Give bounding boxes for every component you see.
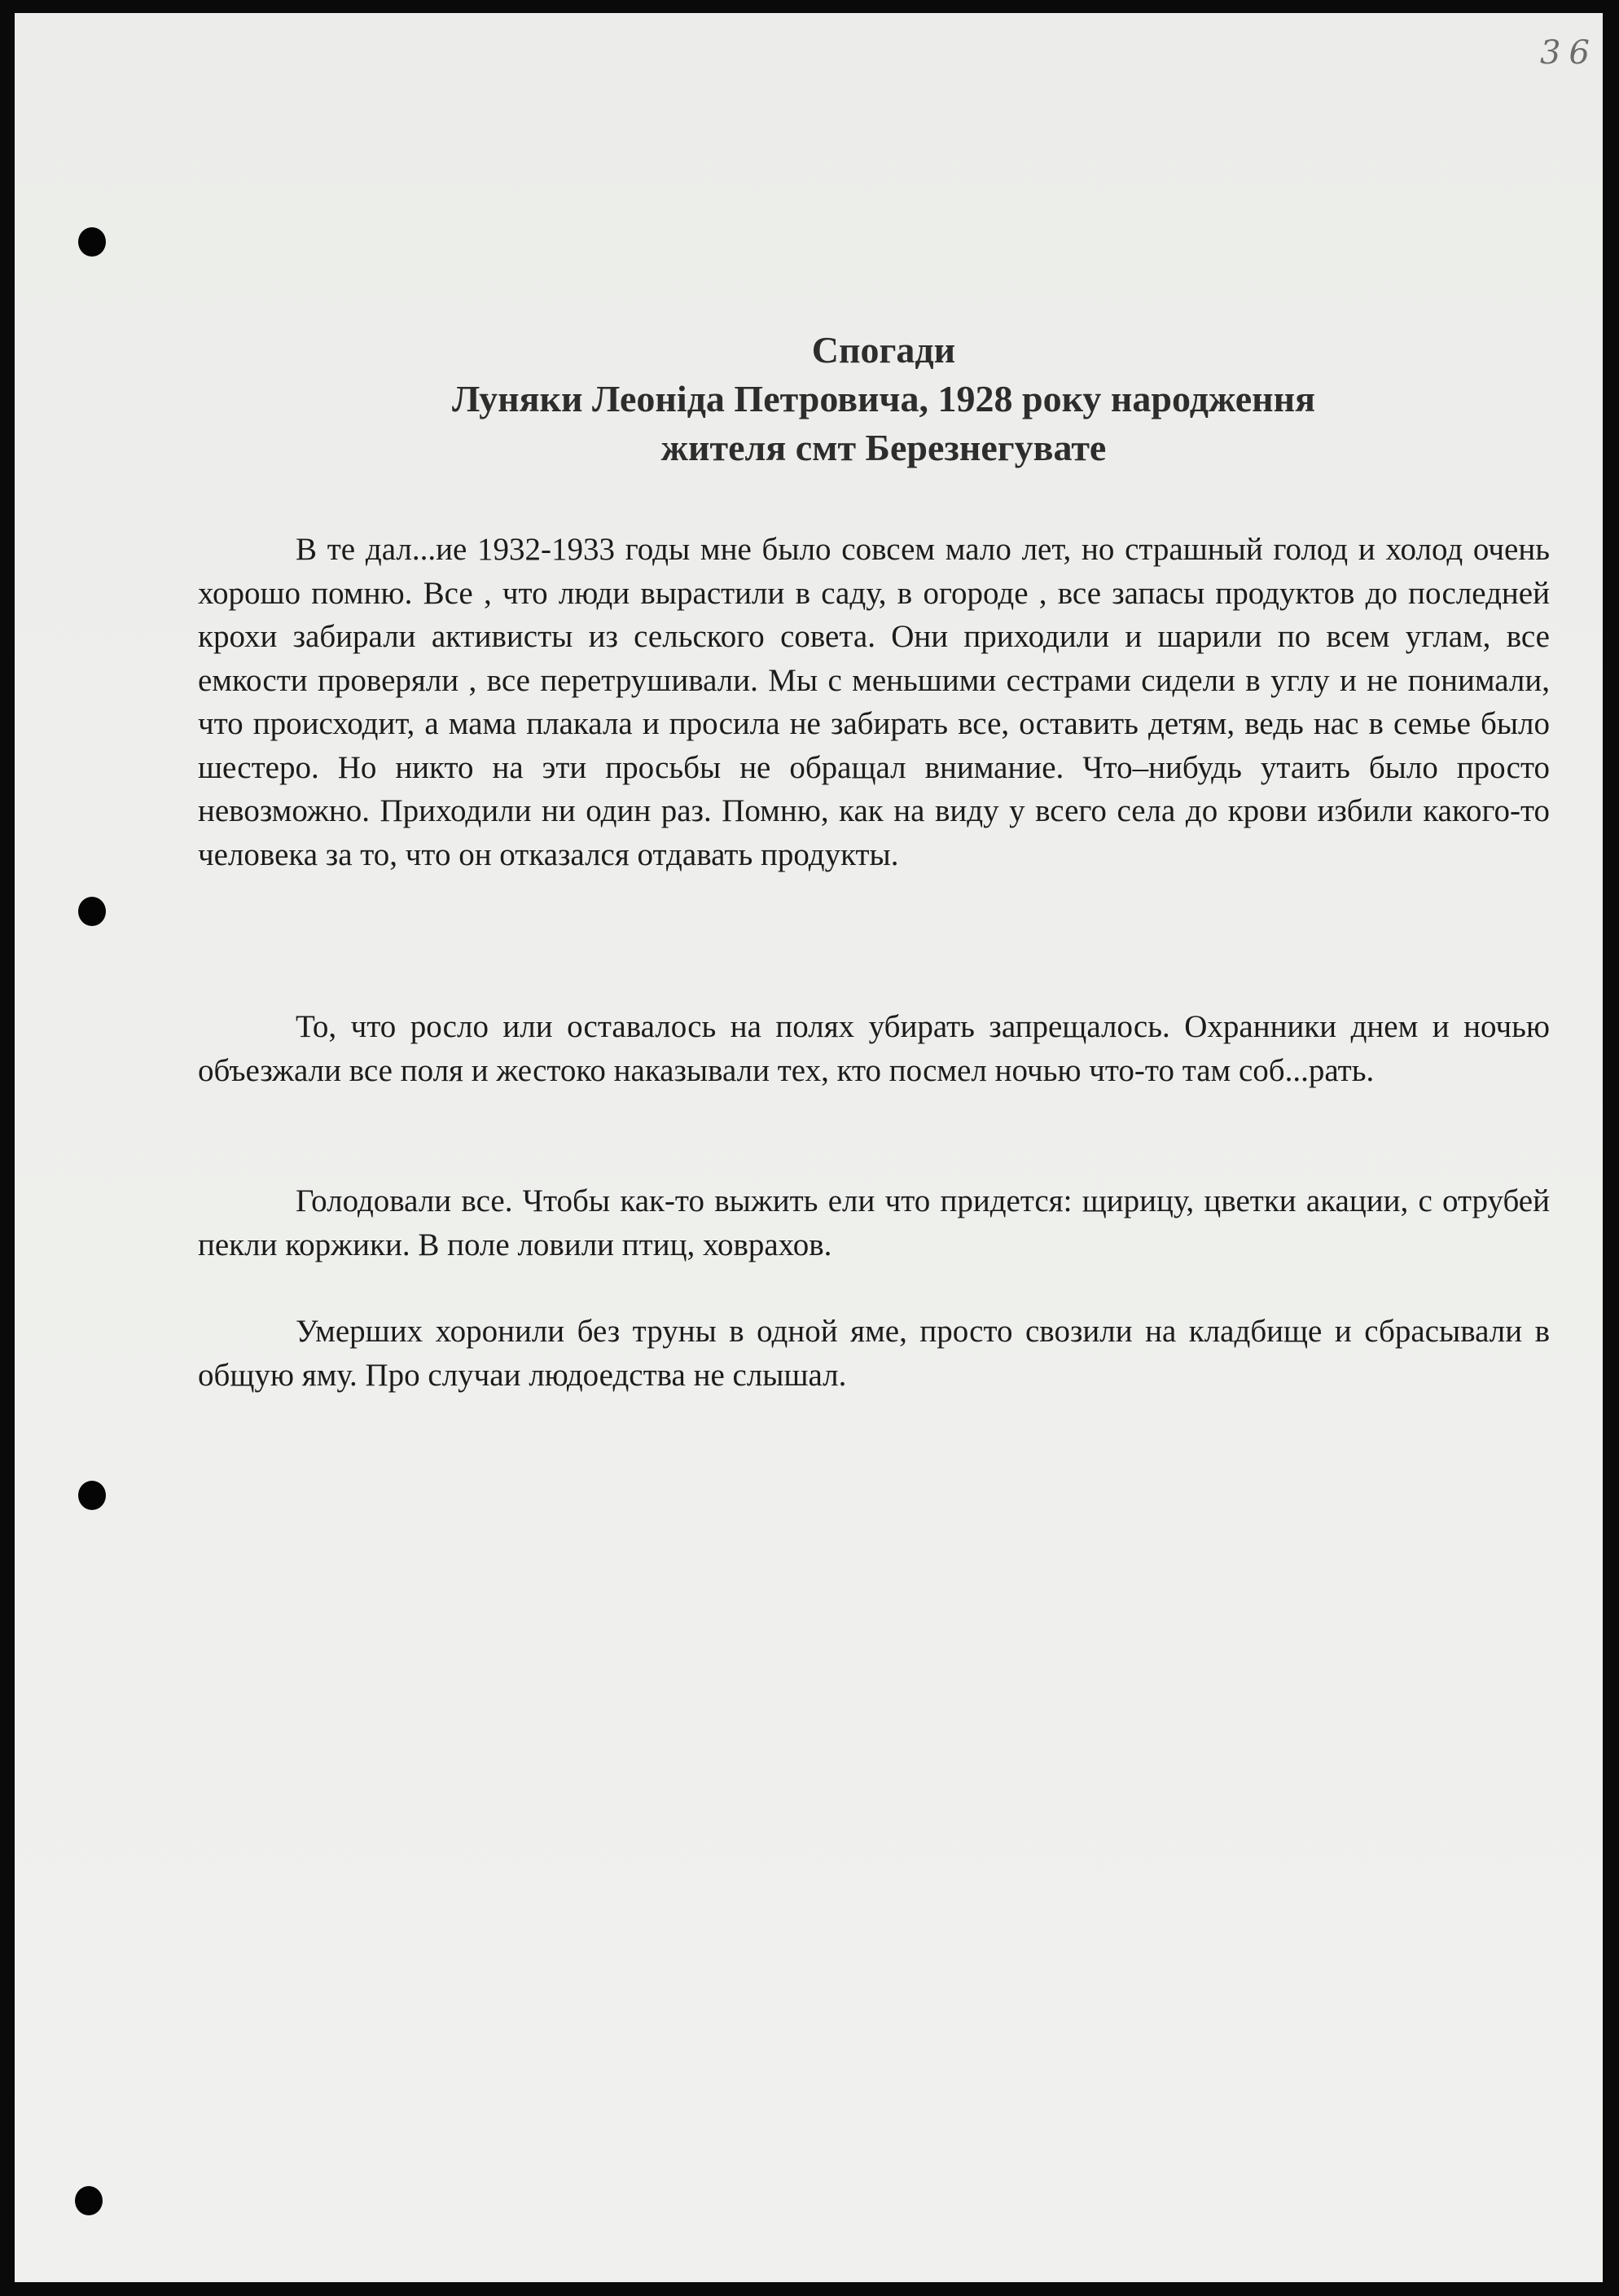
body-paragraph: То, что росло или оставалось на полях убирать запрещалось. Охранники днем и ночью объезжали все поля и жестоко наказывали тех, кто посмел ночью что-то там соб...рать. — [198, 1009, 1550, 1088]
heading-title: Спогади — [811, 329, 956, 371]
body-paragraph: Голодовали все. Чтобы как-то выжить ели что придется: щирицу, цветки акации, с отрубей пекли коржики. В поле ловили птиц, ховрахов. — [198, 1183, 1550, 1262]
document-page — [15, 13, 1603, 2282]
heading-residence: жителя смт Березнегувате — [660, 427, 1107, 468]
heading-author: Луняки Леоніда Петровича, 1928 року народження — [451, 378, 1316, 419]
document-heading — [195, 326, 1572, 472]
body-paragraph: Умерших хоронили без труны в одной яме, просто свозили на кладбище и сбрасывали в общую яму. Про случаи людоедства не слышал. — [198, 1314, 1550, 1393]
punch-hole — [78, 1481, 106, 1510]
body-paragraph: В те дал...ие 1932-1933 годы мне было совсем мало лет, но страшный голод и холод очень хорошо помню. Все , что люди вырастили в саду, в огороде , все запасы продуктов до последней крохи забирали активисты из сельского совета. Они приходили и шарили по всем углам, все емкости проверяли , все перетрушивали. Мы с меньшими сестрами сидели в углу и не понимали, что происходит, а мама плакала и просила не забирать все, оставить детям, ведь нас в семье было шестеро. Но никто на эти просьбы не обращал внимание. Что–нибудь утаить было просто невозможно. Приходили ни один раз. Помню, как на виду у всего села до крови избили какого-то человека за то, что он отказался отдавать продукты. — [198, 532, 1550, 872]
punch-hole — [78, 897, 106, 926]
page-number: 36 — [1540, 34, 1598, 72]
punch-hole — [78, 227, 106, 257]
punch-hole — [75, 2186, 103, 2215]
